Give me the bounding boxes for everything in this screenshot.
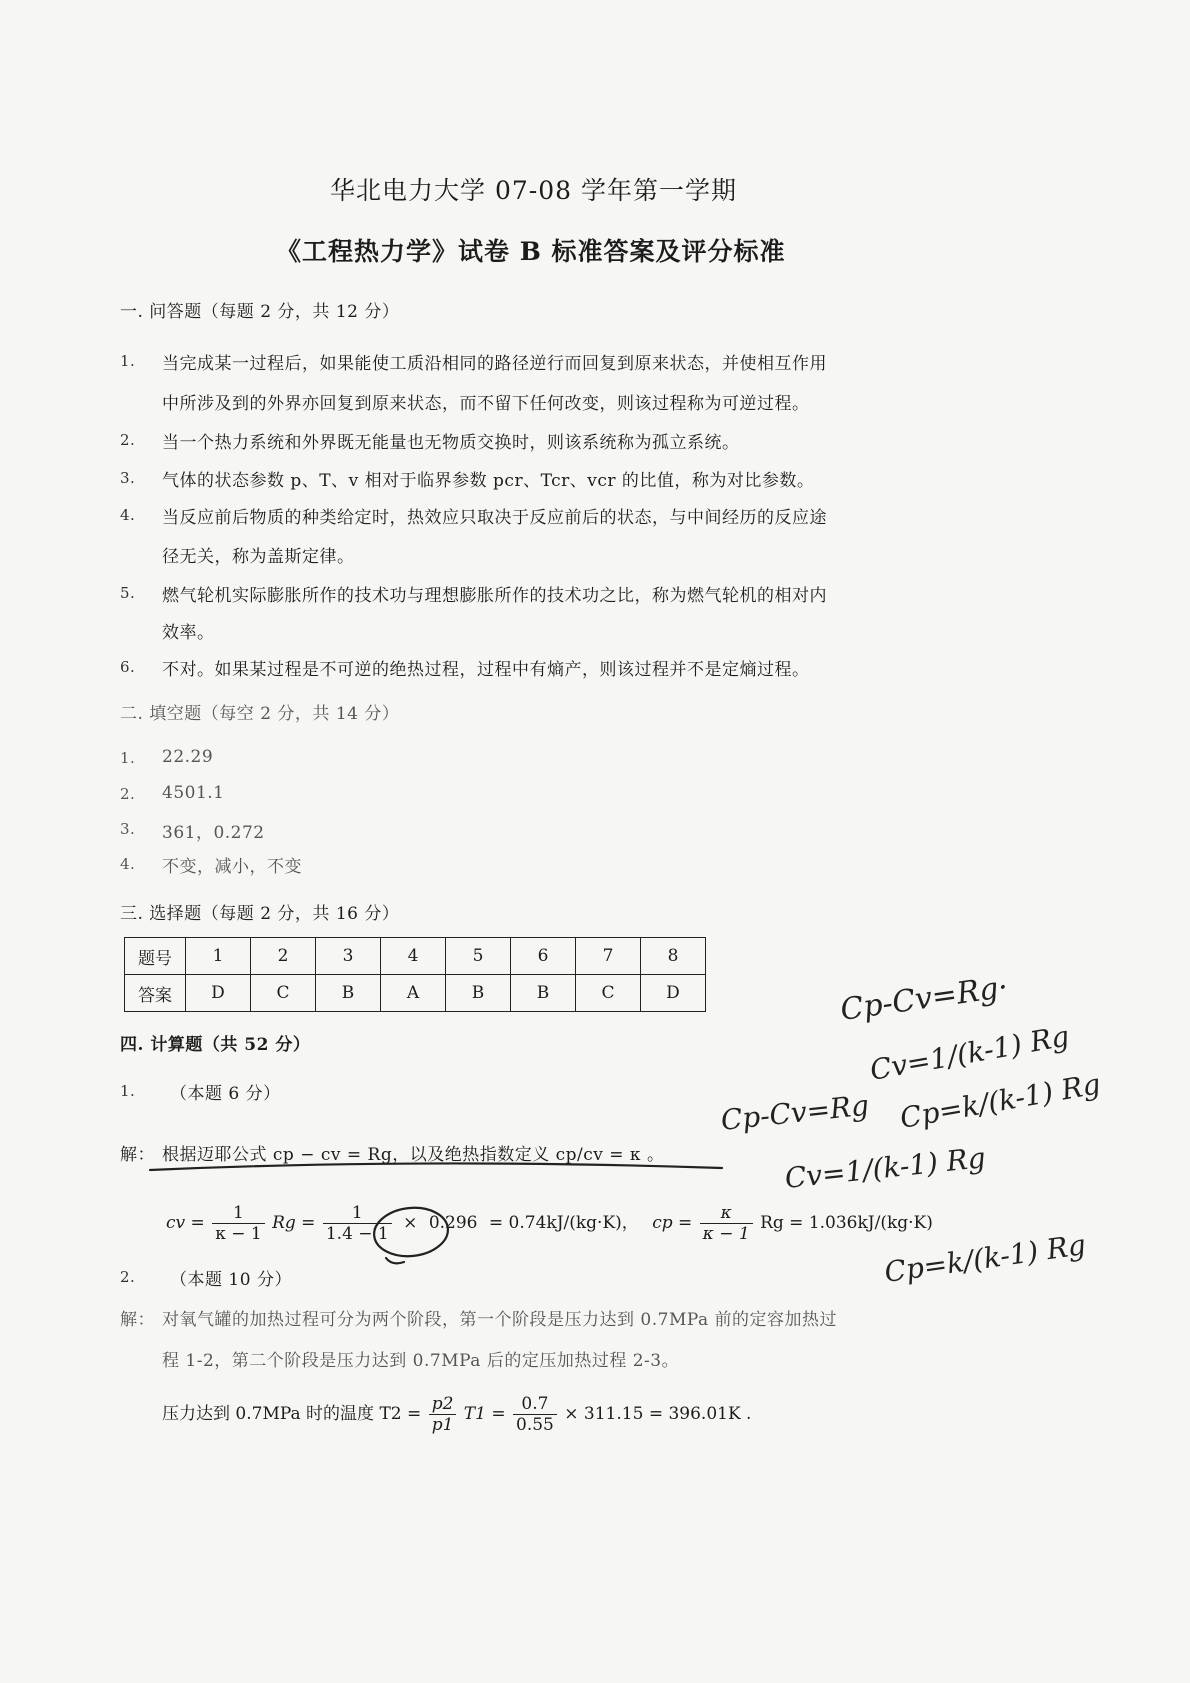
table-cell: C xyxy=(251,975,316,1012)
numerator: 1 xyxy=(323,1203,392,1224)
question-points: （本题 10 分） xyxy=(170,1270,292,1290)
page-subtitle: 《工程热力学》试卷 B 标准答案及评分标准 xyxy=(276,237,786,266)
handwritten-note: Cv=1/(k-1) Rg xyxy=(867,1019,1072,1087)
denominator: 0.55 xyxy=(516,1415,554,1435)
pen-check xyxy=(386,1258,404,1263)
eq-lhs: cv = xyxy=(166,1213,205,1233)
item-number: 6. xyxy=(120,658,136,676)
handwritten-note: Cv=1/(k-1) Rg xyxy=(783,1141,988,1195)
table-cell: C xyxy=(576,975,641,1012)
answer-text: 当一个热力系统和外界既无能量也无物质交换时，则该系统称为孤立系统。 xyxy=(162,433,740,453)
item-number: 2. xyxy=(120,431,136,449)
solution-text: 对氧气罐的加热过程可分为两个阶段，第一个阶段是压力达到 0.7MPa 前的定容加热过 xyxy=(162,1310,838,1330)
eq-rg: Rg = xyxy=(272,1213,316,1233)
answer-text: 当完成某一过程后，如果能使工质沿相同的路径逆行而回复到原来状态，并使相互作用 xyxy=(162,354,827,374)
table-cell: 5 xyxy=(446,938,511,975)
table-cell: 3 xyxy=(316,938,381,975)
fill-answer: 4501.1 xyxy=(162,783,225,803)
handwritten-note: Cp-Cv=Rg xyxy=(719,1088,871,1137)
eq-cp: cp = xyxy=(652,1213,693,1233)
table-cell: 1 xyxy=(186,938,251,975)
denominator: p1 xyxy=(431,1415,454,1435)
item-number: 2. xyxy=(120,1268,136,1286)
temp-prefix: 压力达到 0.7MPa 时的温度 T2 = xyxy=(162,1404,422,1424)
numerator: p2 xyxy=(429,1394,457,1415)
table-cell: A xyxy=(381,975,446,1012)
table-cell: B xyxy=(316,975,381,1012)
fill-answer: 22.29 xyxy=(162,747,214,767)
table-cell: 7 xyxy=(576,938,641,975)
item-number: 3. xyxy=(120,820,136,838)
numerator: 1 xyxy=(212,1203,265,1224)
answer-text: 当反应前后物质的种类给定时，热效应只取决于反应前后的状态，与中间经历的反应途 xyxy=(162,508,827,528)
pen-circle xyxy=(372,1204,451,1259)
section-heading-qa: 一. 问答题（每题 2 分，共 12 分） xyxy=(120,302,400,322)
item-number: 4. xyxy=(120,506,136,524)
answer-text: 中所涉及到的外界亦回复到原来状态，而不留下任何改变，则该过程称为可逆过程。 xyxy=(162,394,810,414)
section-heading-calc: 四. 计算题（共 52 分） xyxy=(120,1035,311,1055)
solution-intro: 根据迈耶公式 cp − cv = Rg，以及绝热指数定义 cp/cv = κ 。 xyxy=(162,1145,665,1165)
page-title: 华北电力大学 07-08 学年第一学期 xyxy=(330,176,737,205)
item-number: 4. xyxy=(120,855,136,873)
item-number: 2. xyxy=(120,785,136,803)
handwritten-note: Cp=k/(k-1) Rg xyxy=(882,1228,1088,1289)
table-cell: 答案 xyxy=(125,975,186,1012)
temp-t1: T1 = xyxy=(463,1404,506,1424)
table-cell: 题号 xyxy=(125,938,186,975)
temp-result: × 311.15 = 396.01K . xyxy=(564,1404,752,1424)
solution-label: 解： xyxy=(120,1310,155,1330)
answer-text: 效率。 xyxy=(162,623,215,643)
table-cell: B xyxy=(446,975,511,1012)
table-cell: 2 xyxy=(251,938,316,975)
table-cell: D xyxy=(186,975,251,1012)
eq-result: = 0.74kJ/(kg·K)， xyxy=(488,1213,639,1233)
solution-label: 解： xyxy=(120,1145,155,1165)
question-points: （本题 6 分） xyxy=(170,1084,281,1104)
eq-result: Rg = 1.036kJ/(kg·K) xyxy=(760,1213,933,1233)
answer-text: 径无关，称为盖斯定律。 xyxy=(162,547,355,567)
table-cell: 8 xyxy=(641,938,706,975)
item-number: 1. xyxy=(120,352,136,370)
numerator: κ xyxy=(700,1203,753,1224)
equation-cv-cp: cv = $\frac{1}{\kappa - 1}$ Rg = $\frac{1}{1.4 - 1}$ × 0.296 = 0.74kJ/(kg·K)， cp = $\frac{\kappa}{\kappa - 1}$ Rg = 1.036kJ/(kg·K) xyxy=(166,1203,933,1244)
table-cell: B xyxy=(511,975,576,1012)
table-cell: D xyxy=(641,975,706,1012)
item-number: 3. xyxy=(120,469,136,487)
table-cell: 4 xyxy=(381,938,446,975)
item-number: 5. xyxy=(120,584,136,602)
pen-underline xyxy=(150,1163,722,1170)
section-heading-fill: 二. 填空题（每空 2 分，共 14 分） xyxy=(120,704,400,724)
answer-text: 气体的状态参数 p、T、v 相对于临界参数 pcr、Tcr、vcr 的比值，称为对比参数。 xyxy=(162,471,815,491)
item-number: 1. xyxy=(120,749,136,767)
denominator: κ − 1 xyxy=(702,1224,750,1244)
denominator: κ − 1 xyxy=(215,1224,262,1244)
denominator: 1.4 − 1 xyxy=(325,1224,389,1244)
fill-answer: 361，0.272 xyxy=(162,823,265,843)
numerator: 0.7 xyxy=(513,1394,557,1415)
fill-answer: 不变，减小，不变 xyxy=(162,857,302,877)
solution-text: 程 1-2，第二个阶段是压力达到 0.7MPa 后的定压加热过程 2-3。 xyxy=(162,1351,680,1371)
answer-text: 不对。如果某过程是不可逆的绝热过程，过程中有熵产，则该过程并不是定熵过程。 xyxy=(162,660,810,680)
table-cell: 6 xyxy=(511,938,576,975)
section-heading-choice: 三. 选择题（每题 2 分，共 16 分） xyxy=(120,904,400,924)
item-number: 1. xyxy=(120,1082,136,1100)
answer-text: 燃气轮机实际膨胀所作的技术功与理想膨胀所作的技术功之比，称为燃气轮机的相对内 xyxy=(162,586,827,606)
circled-value: 0.296 xyxy=(428,1213,478,1233)
handwritten-note: Cp=k/(k-1) Rg xyxy=(897,1067,1103,1135)
handwritten-note: Cp-Cv=Rg· xyxy=(838,969,1011,1028)
